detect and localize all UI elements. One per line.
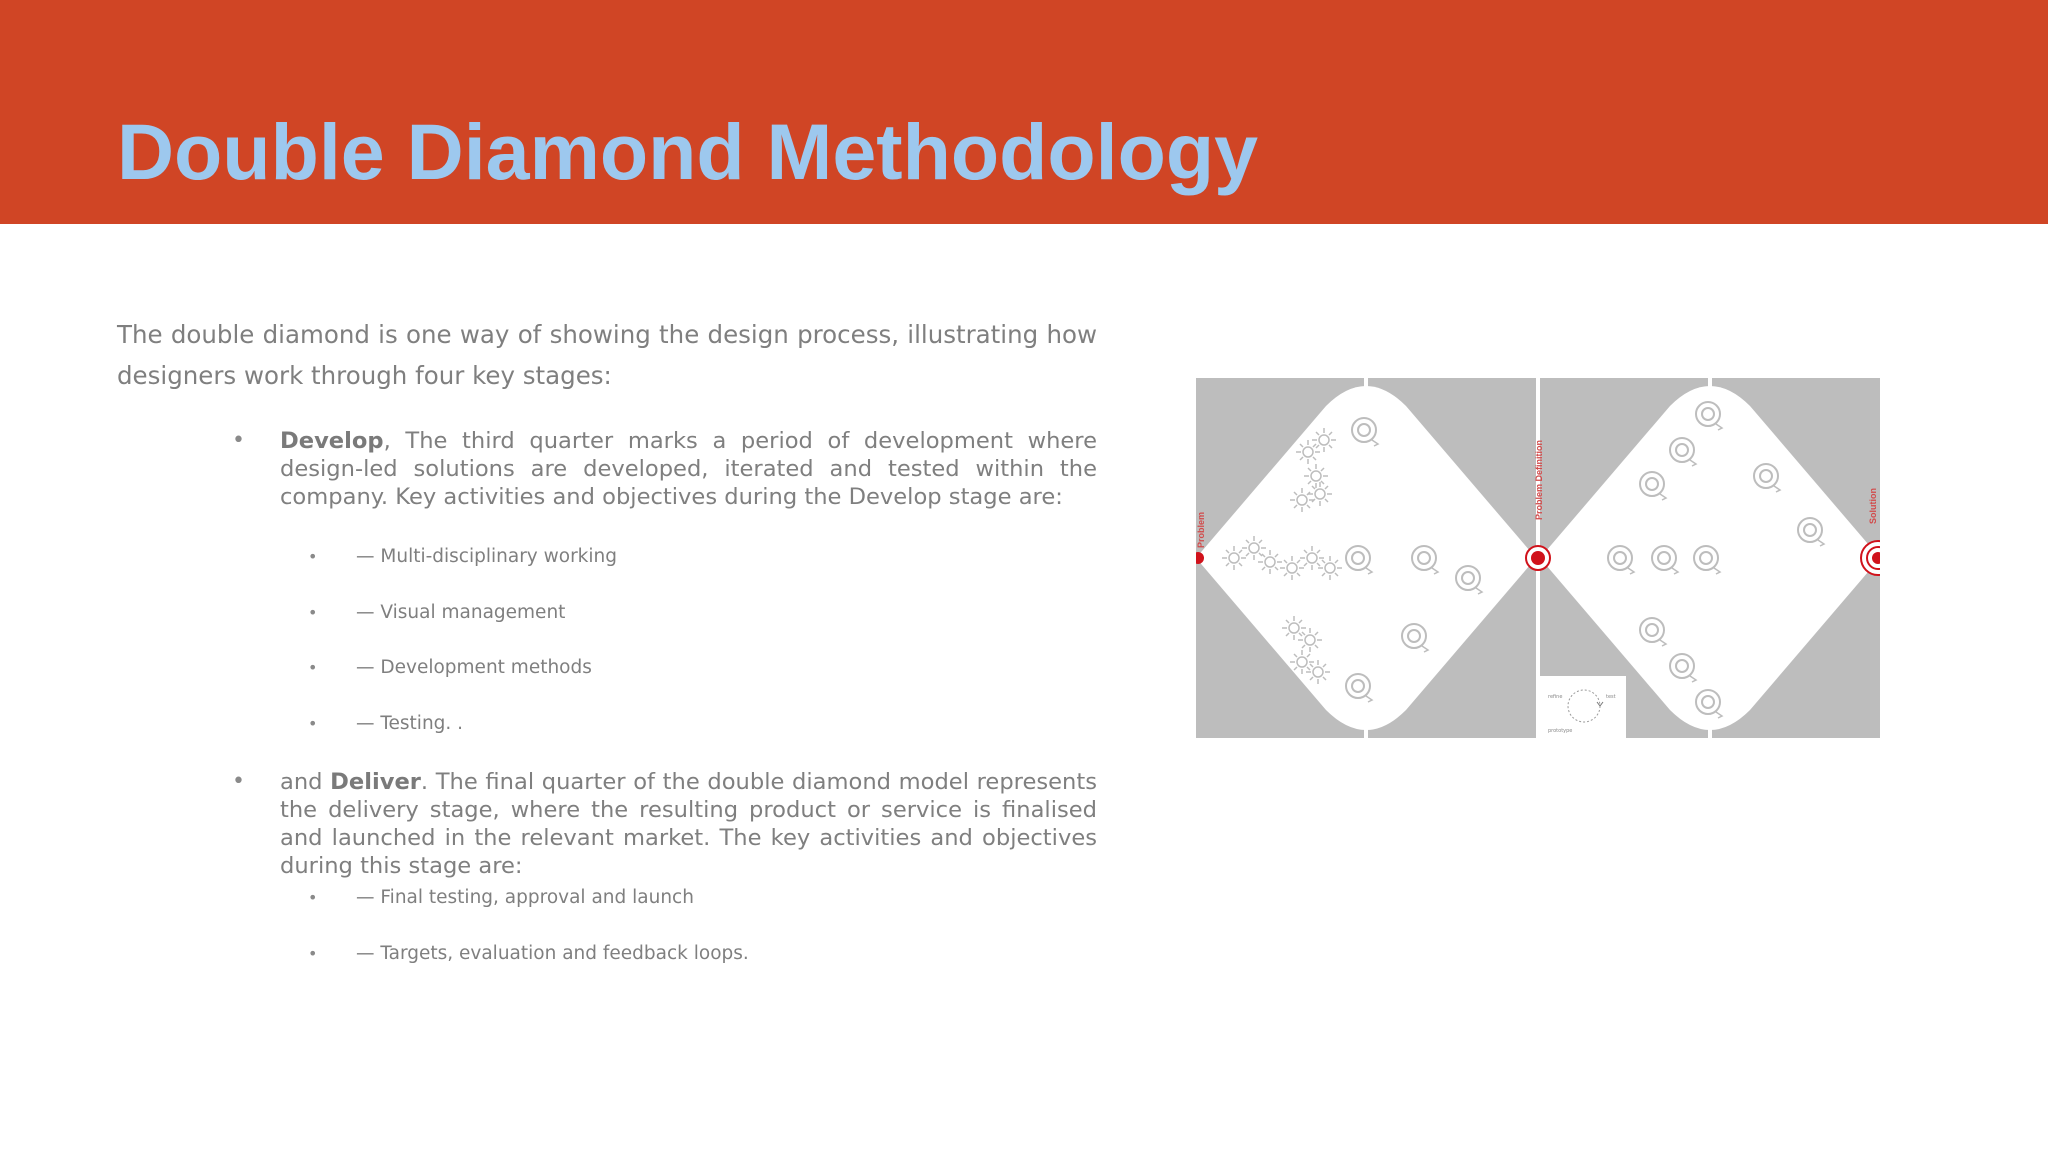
list-item: • — Targets, evaluation and feedback loops. bbox=[308, 943, 749, 964]
deliver-prefix: and bbox=[280, 769, 331, 795]
bullet-dot: • bbox=[308, 944, 318, 963]
double-diamond-diagram bbox=[1196, 376, 1880, 740]
svg-text:test: test bbox=[1606, 694, 1616, 700]
bullet-dot: • bbox=[308, 547, 318, 566]
develop-text: , The third quarter marks a period of development where design-led solutions are developed, iterated and tested within the company. Key activities and objectives during the Develop stage are: bbox=[280, 428, 1097, 510]
list-item: • — Final testing, approval and launch bbox=[308, 887, 694, 908]
iteration-cycle-inset bbox=[1540, 676, 1626, 738]
label-problem: Problem bbox=[1196, 511, 1206, 549]
bullet-dot: • bbox=[232, 428, 245, 453]
bullet-dot: • bbox=[308, 888, 318, 907]
develop-bullet bbox=[232, 427, 1097, 511]
svg-text:refine: refine bbox=[1548, 694, 1563, 700]
list-item: • — Testing. . bbox=[308, 713, 464, 734]
bullet-dot: • bbox=[308, 658, 318, 677]
title-banner bbox=[0, 0, 2048, 224]
label-problem-definition: Problem Definition bbox=[1534, 439, 1544, 521]
label-solution: Solution bbox=[1868, 488, 1878, 524]
develop-term: Develop bbox=[280, 428, 384, 454]
list-item: • — Visual management bbox=[308, 602, 566, 623]
list-item: • — Multi-disciplinary working bbox=[308, 546, 618, 567]
deliver-term: Deliver bbox=[330, 769, 421, 795]
list-item: • — Development methods bbox=[308, 657, 592, 678]
page-title: Double Diamond Methodology bbox=[117, 107, 1259, 196]
deliver-text: . The final quarter of the double diamond model represents the delivery stage, where the resulting product or service is finalised and launched in the relevant market. The key activities and objectives during this stage are: bbox=[280, 769, 1097, 879]
deliver-bullet bbox=[232, 768, 1097, 880]
bullet-dot: • bbox=[308, 603, 318, 622]
intro-paragraph: The double diamond is one way of showing the design process, illustrating how designers work through four key stages: bbox=[117, 320, 1097, 390]
bullet-dot: • bbox=[232, 769, 245, 794]
bullet-dot: • bbox=[308, 714, 318, 733]
problem-definition-marker bbox=[1526, 546, 1550, 570]
svg-text:prototype: prototype bbox=[1548, 728, 1573, 734]
